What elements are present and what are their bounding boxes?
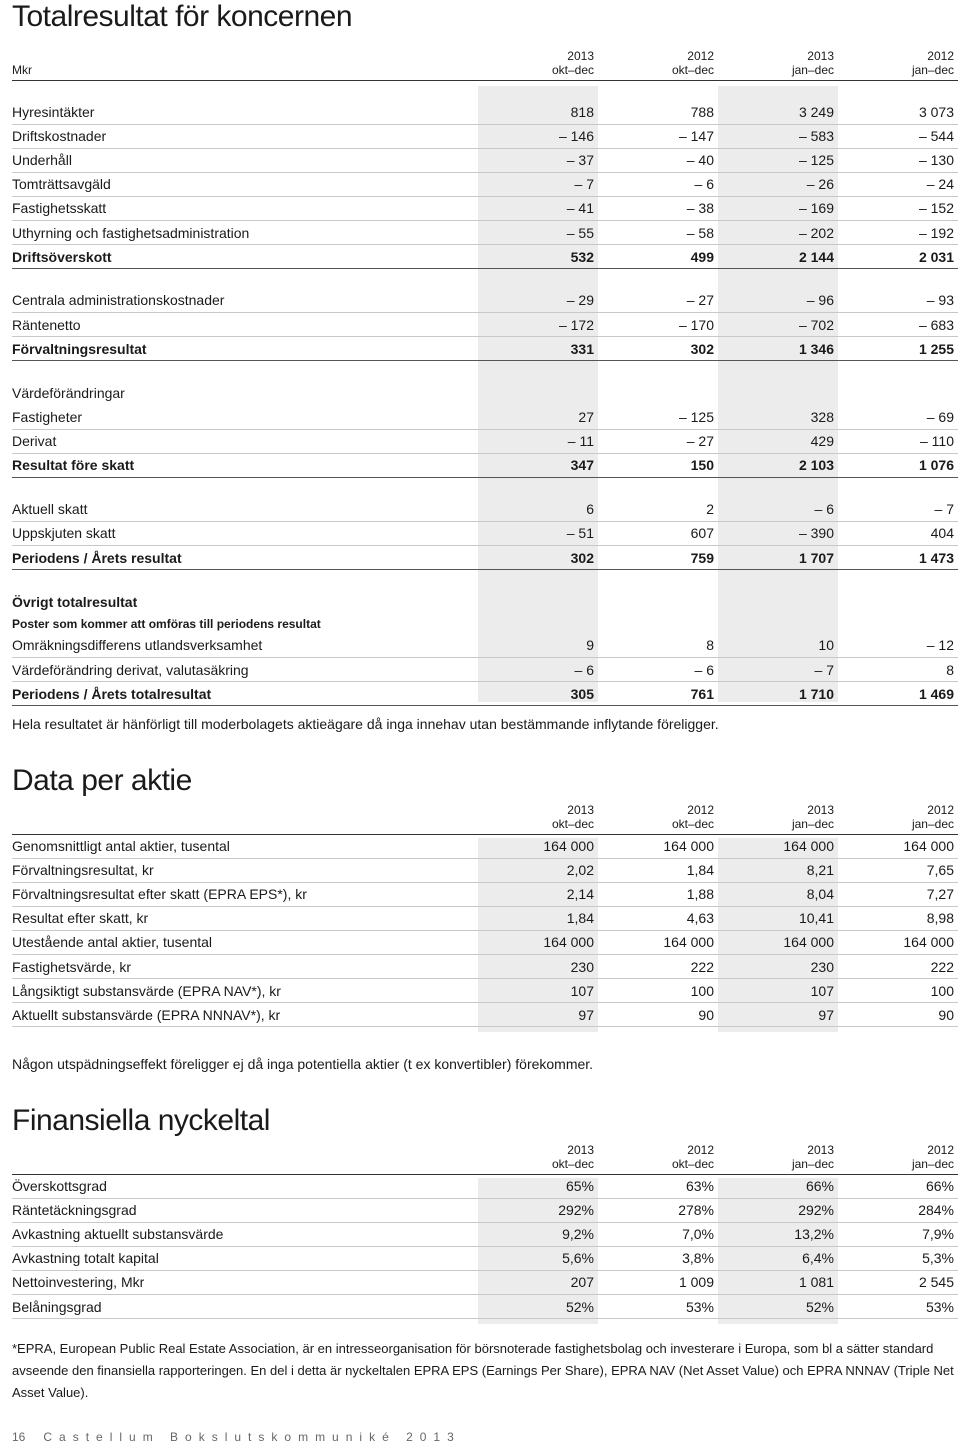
cell: 207 xyxy=(478,1270,598,1294)
cell: 90 xyxy=(838,1003,958,1027)
cell: – 702 xyxy=(718,313,838,337)
cell: 1 255 xyxy=(838,337,958,361)
table-header xyxy=(12,1142,958,1174)
subtotal-row xyxy=(12,245,958,269)
row-label: Derivat xyxy=(12,429,478,453)
row-label: Förvaltningsresultat, kr xyxy=(12,858,478,882)
cell: 230 xyxy=(478,954,598,978)
row-label: Tomträttsavgäld xyxy=(12,172,478,196)
cell: 1 081 xyxy=(718,1270,838,1294)
row-label: Avkastning aktuellt substansvärde xyxy=(12,1222,478,1246)
cell: 7,27 xyxy=(838,882,958,906)
cell: 6,4% xyxy=(718,1246,838,1270)
cell: – 202 xyxy=(718,220,838,244)
cell: – 24 xyxy=(838,172,958,196)
cell: 53% xyxy=(838,1294,958,1318)
cell: – 683 xyxy=(838,313,958,337)
row-label: Utestående antal aktier, tusental xyxy=(12,930,478,954)
per-share-title: Data per aktie xyxy=(12,764,192,797)
cell: – 69 xyxy=(838,405,958,429)
section-label: Värdeförändringar xyxy=(12,384,125,401)
table-row xyxy=(12,1174,958,1198)
cell: – 583 xyxy=(718,124,838,148)
cell: – 27 xyxy=(598,429,718,453)
cell: 1 710 xyxy=(718,682,838,706)
row-label: Uppskjuten skatt xyxy=(12,521,478,545)
cell: 27 xyxy=(478,405,598,429)
row-label: Periodens / Årets resultat xyxy=(12,546,478,570)
cell: 2 545 xyxy=(838,1270,958,1294)
table-row xyxy=(12,148,958,172)
cell: 8 xyxy=(598,634,718,658)
row-label: Förvaltningsresultat efter skatt (EPRA EPS*), kr xyxy=(12,882,478,906)
section-label: Övrigt totalresultat xyxy=(12,593,138,610)
cell: – 110 xyxy=(838,429,958,453)
cell: 818 xyxy=(478,100,598,124)
cell: 5,6% xyxy=(478,1246,598,1270)
cell: – 192 xyxy=(838,220,958,244)
cell: 9,2% xyxy=(478,1222,598,1246)
cell: 107 xyxy=(478,979,598,1003)
row-label: Nettoinvestering, Mkr xyxy=(12,1270,478,1294)
table-row xyxy=(12,1270,958,1294)
row-label: Underhåll xyxy=(12,148,478,172)
cell: – 390 xyxy=(718,521,838,545)
cell: 4,63 xyxy=(598,906,718,930)
table-row xyxy=(12,858,958,882)
cell: 1 473 xyxy=(838,546,958,570)
cell: 7,65 xyxy=(838,858,958,882)
row-label: Fastighetsvärde, kr xyxy=(12,954,478,978)
cell: 97 xyxy=(478,1003,598,1027)
col-header: 2012 jan–dec xyxy=(838,802,958,834)
cell: 5,3% xyxy=(838,1246,958,1270)
col-header: 2012 okt–dec xyxy=(598,802,718,834)
subsection-row xyxy=(12,614,958,634)
cell: – 27 xyxy=(598,289,718,313)
table-row xyxy=(12,289,958,313)
table-row xyxy=(12,634,958,658)
cell: – 55 xyxy=(478,220,598,244)
cell: – 26 xyxy=(718,172,838,196)
cell: 222 xyxy=(838,954,958,978)
subtotal-row xyxy=(12,546,958,570)
table-row xyxy=(12,954,958,978)
cell: – 38 xyxy=(598,196,718,220)
cell: 305 xyxy=(478,682,598,706)
cell: 8,04 xyxy=(718,882,838,906)
income-statement-title: Totalresultat för koncernen xyxy=(12,0,353,33)
cell: 2 144 xyxy=(718,245,838,269)
table-row xyxy=(12,906,958,930)
cell: 164 000 xyxy=(598,930,718,954)
cell: 2 xyxy=(598,497,718,521)
cell: 759 xyxy=(598,546,718,570)
cell: – 7 xyxy=(718,658,838,682)
cell: 222 xyxy=(598,954,718,978)
cell: 164 000 xyxy=(838,930,958,954)
row-label: Driftskostnader xyxy=(12,124,478,148)
cell: 1,84 xyxy=(478,906,598,930)
cell: 100 xyxy=(838,979,958,1003)
row-label: Förvaltningsresultat xyxy=(12,337,478,361)
row-label: Belåningsgrad xyxy=(12,1294,478,1318)
row-label: Resultat efter skatt, kr xyxy=(12,906,478,930)
cell: – 37 xyxy=(478,148,598,172)
income-statement-note: Hela resultatet är hänförligt till moderbolagets aktieägare då inga innehav utan bestämmande inflytande föreligger. xyxy=(12,716,719,732)
cell: – 147 xyxy=(598,124,718,148)
cell: 3,8% xyxy=(598,1246,718,1270)
cell: 13,2% xyxy=(718,1222,838,1246)
cell: 63% xyxy=(598,1174,718,1198)
cell: 10 xyxy=(718,634,838,658)
per-share-note: Någon utspädningseffekt föreligger ej då inga potentiella aktier (t ex konvertibler) förekommer. xyxy=(12,1056,594,1072)
cell: 292% xyxy=(478,1198,598,1222)
per-share-table xyxy=(12,802,958,1027)
cell: 164 000 xyxy=(838,834,958,858)
cell: – 51 xyxy=(478,521,598,545)
table-row xyxy=(12,1222,958,1246)
cell: 230 xyxy=(718,954,838,978)
table-row xyxy=(12,1003,958,1027)
cell: 10,41 xyxy=(718,906,838,930)
table-row xyxy=(12,979,958,1003)
cell: 1 346 xyxy=(718,337,838,361)
cell: 284% xyxy=(838,1198,958,1222)
cell: 164 000 xyxy=(478,834,598,858)
table-row xyxy=(12,1246,958,1270)
cell: 53% xyxy=(598,1294,718,1318)
cell: 7,0% xyxy=(598,1222,718,1246)
table-row xyxy=(12,429,958,453)
cell: 2,14 xyxy=(478,882,598,906)
table-row xyxy=(12,172,958,196)
col-header: 2012 jan–dec xyxy=(838,48,958,80)
table-row xyxy=(12,313,958,337)
cell: 302 xyxy=(598,337,718,361)
table-row xyxy=(12,834,958,858)
cell: 66% xyxy=(718,1174,838,1198)
cell: 7,9% xyxy=(838,1222,958,1246)
subsection-label: Poster som kommer att omföras till periodens resultat xyxy=(12,616,321,631)
cell: – 125 xyxy=(718,148,838,172)
row-label: Värdeförändring derivat, valutasäkring xyxy=(12,658,478,682)
page-footer xyxy=(12,1430,461,1443)
col-header: 2013 okt–dec xyxy=(478,1142,598,1174)
cell: 1,84 xyxy=(598,858,718,882)
cell: 97 xyxy=(718,1003,838,1027)
row-label: Långsiktigt substansvärde (EPRA NAV*), kr xyxy=(12,979,478,1003)
cell: 1,88 xyxy=(598,882,718,906)
row-label: Överskottsgrad xyxy=(12,1174,478,1198)
table-row xyxy=(12,497,958,521)
row-label: Resultat före skatt xyxy=(12,453,478,477)
cell: 52% xyxy=(478,1294,598,1318)
table-row xyxy=(12,405,958,429)
col-header: 2013 jan–dec xyxy=(718,48,838,80)
cell: 292% xyxy=(718,1198,838,1222)
subtotal-row xyxy=(12,337,958,361)
col-header: 2013 okt–dec xyxy=(478,802,598,834)
table-row xyxy=(12,521,958,545)
cell: – 58 xyxy=(598,220,718,244)
cell: – 6 xyxy=(478,658,598,682)
row-label: Uthyrning och fastighetsadministration xyxy=(12,220,478,244)
cell: 1 076 xyxy=(838,453,958,477)
cell: 164 000 xyxy=(718,834,838,858)
cell: – 169 xyxy=(718,196,838,220)
cell: 164 000 xyxy=(478,930,598,954)
table-row xyxy=(12,124,958,148)
row-label: Driftsöverskott xyxy=(12,245,478,269)
row-label: Fastighetsskatt xyxy=(12,196,478,220)
cell: 150 xyxy=(598,453,718,477)
cell: 65% xyxy=(478,1174,598,1198)
col-header: 2012 okt–dec xyxy=(598,48,718,80)
cell: – 6 xyxy=(598,658,718,682)
cell: – 544 xyxy=(838,124,958,148)
cell: 100 xyxy=(598,979,718,1003)
footer-text: Castellum Bokslutskommuniké 2013 xyxy=(43,1430,461,1443)
table-header xyxy=(12,48,958,80)
cell: – 6 xyxy=(598,172,718,196)
cell: – 29 xyxy=(478,289,598,313)
cell: – 172 xyxy=(478,313,598,337)
cell: 1 009 xyxy=(598,1270,718,1294)
key-ratios-title: Finansiella nyckeltal xyxy=(12,1104,270,1137)
cell: – 93 xyxy=(838,289,958,313)
row-label: Aktuellt substansvärde (EPRA NNNAV*), kr xyxy=(12,1003,478,1027)
cell: 3 249 xyxy=(718,100,838,124)
col-header: 2013 okt–dec xyxy=(478,48,598,80)
col-header: 2013 jan–dec xyxy=(718,1142,838,1174)
cell: 2,02 xyxy=(478,858,598,882)
table-header xyxy=(12,802,958,834)
col-header: 2013 jan–dec xyxy=(718,802,838,834)
table-row xyxy=(12,220,958,244)
cell: 788 xyxy=(598,100,718,124)
section-row xyxy=(12,381,958,405)
col-header: 2012 okt–dec xyxy=(598,1142,718,1174)
cell: 52% xyxy=(718,1294,838,1318)
table-row xyxy=(12,196,958,220)
subtotal-row xyxy=(12,453,958,477)
cell: 66% xyxy=(838,1174,958,1198)
row-label: Hyresintäkter xyxy=(12,100,478,124)
cell: 499 xyxy=(598,245,718,269)
cell: 8,98 xyxy=(838,906,958,930)
cell: – 152 xyxy=(838,196,958,220)
unit-label: Mkr xyxy=(12,48,478,80)
cell: 429 xyxy=(718,429,838,453)
cell: – 170 xyxy=(598,313,718,337)
cell: – 40 xyxy=(598,148,718,172)
cell: – 12 xyxy=(838,634,958,658)
cell: 328 xyxy=(718,405,838,429)
subtotal-row xyxy=(12,682,958,706)
row-label: Genomsnittligt antal aktier, tusental xyxy=(12,834,478,858)
key-ratios-table xyxy=(12,1142,958,1319)
cell: 761 xyxy=(598,682,718,706)
table-row xyxy=(12,1294,958,1318)
table-row xyxy=(12,1198,958,1222)
row-label: Räntetäckningsgrad xyxy=(12,1198,478,1222)
cell: – 125 xyxy=(598,405,718,429)
row-label: Räntenetto xyxy=(12,313,478,337)
table-row xyxy=(12,100,958,124)
cell: 532 xyxy=(478,245,598,269)
table-row xyxy=(12,930,958,954)
col-header: 2012 jan–dec xyxy=(838,1142,958,1174)
cell: 90 xyxy=(598,1003,718,1027)
cell: 1 469 xyxy=(838,682,958,706)
income-statement-table xyxy=(12,48,958,706)
cell: – 7 xyxy=(478,172,598,196)
cell: – 11 xyxy=(478,429,598,453)
cell: 6 xyxy=(478,497,598,521)
cell: – 146 xyxy=(478,124,598,148)
table-row xyxy=(12,658,958,682)
row-label: Fastigheter xyxy=(12,405,478,429)
cell: 2 103 xyxy=(718,453,838,477)
cell: – 6 xyxy=(718,497,838,521)
epra-footnote: *EPRA, European Public Real Estate Association, är en intresseorganisation för börsnoterade fastighetsbolag och investerare i Europa, som bl a sätter standard avseende den finansiella rapporteringen. En del i detta är nyckeltalen EPRA EPS (Earnings Per Share), EPRA NAV (Net Asset Value) och EPRA NNNAV (Triple Net Asset Value). xyxy=(12,1341,954,1400)
cell: 164 000 xyxy=(598,834,718,858)
cell: 331 xyxy=(478,337,598,361)
cell: 404 xyxy=(838,521,958,545)
row-label: Aktuell skatt xyxy=(12,497,478,521)
cell: – 7 xyxy=(838,497,958,521)
cell: 2 031 xyxy=(838,245,958,269)
cell: – 130 xyxy=(838,148,958,172)
cell: 3 073 xyxy=(838,100,958,124)
cell: 607 xyxy=(598,521,718,545)
section-row xyxy=(12,590,958,614)
cell: 302 xyxy=(478,546,598,570)
cell: 8 xyxy=(838,658,958,682)
cell: – 96 xyxy=(718,289,838,313)
row-label: Avkastning totalt kapital xyxy=(12,1246,478,1270)
row-label: Centrala administrationskostnader xyxy=(12,289,478,313)
cell: – 41 xyxy=(478,196,598,220)
row-label: Periodens / Årets totalresultat xyxy=(12,682,478,706)
cell: 164 000 xyxy=(718,930,838,954)
row-label: Omräkningsdifferens utlandsverksamhet xyxy=(12,634,478,658)
page-number: 16 xyxy=(12,1430,26,1443)
cell: 9 xyxy=(478,634,598,658)
table-row xyxy=(12,882,958,906)
cell: 347 xyxy=(478,453,598,477)
cell: 1 707 xyxy=(718,546,838,570)
cell: 8,21 xyxy=(718,858,838,882)
cell: 278% xyxy=(598,1198,718,1222)
cell: 107 xyxy=(718,979,838,1003)
